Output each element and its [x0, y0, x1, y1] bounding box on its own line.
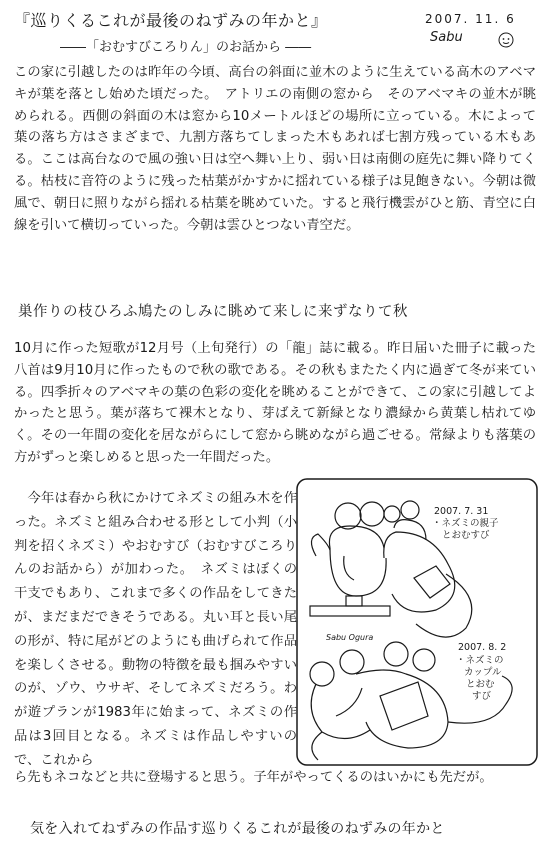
caption-2-line-3: とおむ [466, 679, 495, 690]
essay-paragraph-3: 今年は春から秋にかけてネズミの組み木を作った。ネズミと組み合わせる形として小判（小判を招くネズミ）やおむすび（おむすびころりんのお話から）が加わった。 ネズミはぼくの干支でもあり、これまで多くの作品をしてきたが、まだまだできそうである。丸い耳と長い尾の形が、特に尾がどのようにも曲げられて作品を楽しくさせる。動物の特徴を最も掴みやすいのが、ゾウ、ウサギ、そしてネズミだろう。わが遊プランが1983年に始まって、ネズミの作品は3回目となる。ネズミは作品しやすいので、これから [14, 491, 297, 768]
caption-1-line-2: とおむすび [442, 530, 490, 541]
caption-2-line-4: すび [472, 691, 492, 702]
sketch-signature: Sabu Ogura [326, 633, 374, 642]
smiley-face-icon [498, 32, 514, 48]
mouse-sketch-drawing [296, 478, 538, 766]
tanka-poem: 巣作りの枝ひろふ鳩たのしみに眺めて来しに来ずなりて秋 [18, 304, 408, 320]
footer-tanka: 気を入れてねずみの作品す巡りくるこれが最後のねずみの年かと [30, 821, 445, 837]
title: 『巡りくるこれが最後のねずみの年かと』 [14, 11, 328, 30]
essay-paragraph-4: ら先もネコなどと共に登場すると思う。子年がやってくるのはいかにも先だが。 [14, 770, 493, 785]
caption-1-date: 2007. 7. 31 [434, 506, 489, 517]
subtitle: ――「おむすびころりん」のお話から ―― [60, 40, 312, 55]
essay-paragraph-1: この家に引越したのは昨年の今頃、高台の斜面に並木のように生えている高木のアベマキが葉を落とし始めた頃だった。 アトリエの南側の窓から そのアベマキの並木が眺められる。西側の斜面の木は窓から10メートルほどの場所に立っている。木によって葉の落ち方はさまざまで、九割方落ちてしまった木もあれば七割方残っている木もある。ここは高台なので風の強い日は空へ舞い上り、弱い日は南側の庭先に舞い降りてくる。枯枝に音符のように残った枯葉がかすかに揺れている様子は見飽きない。今朝は微風で、朝日に照りながら揺れる枯葉を眺めていた。すると飛行機雲がひと筋、青空に白線を引いて横切っていった。今朝は雲ひとつない青空だ。 [14, 65, 536, 233]
mouse-illustration-panel [296, 478, 538, 766]
caption-2-line-2: カップル [464, 667, 502, 678]
date: 2007. 11. 6 [425, 12, 516, 26]
caption-2-date: 2007. 8. 2 [458, 642, 507, 653]
caption-1-line-1: ・ネズミの親子 [432, 518, 499, 529]
caption-2-line-1: ・ネズミの [456, 655, 504, 666]
signature: Sabu [430, 30, 463, 45]
essay-paragraph-2: 10月に作った短歌が12月号（上旬発行）の「龍」誌に載る。昨日届いた冊子に載った八首は9月10月に作ったもので秋の歌である。その秋もまたたく内に過ぎて冬が来ている。四季折々のアベマキの葉の色彩の変化を眺めることができて、この家に引越してよかったと思う。葉が落ちて裸木となり、芽ばえて新緑となり濃緑から黄葉し枯れてゆく。その一年間の変化を居ながらにして窓から眺めながら過ごせる。常緑よりも落葉の方がずっと楽しめると思った一年間だった。 [14, 341, 536, 465]
